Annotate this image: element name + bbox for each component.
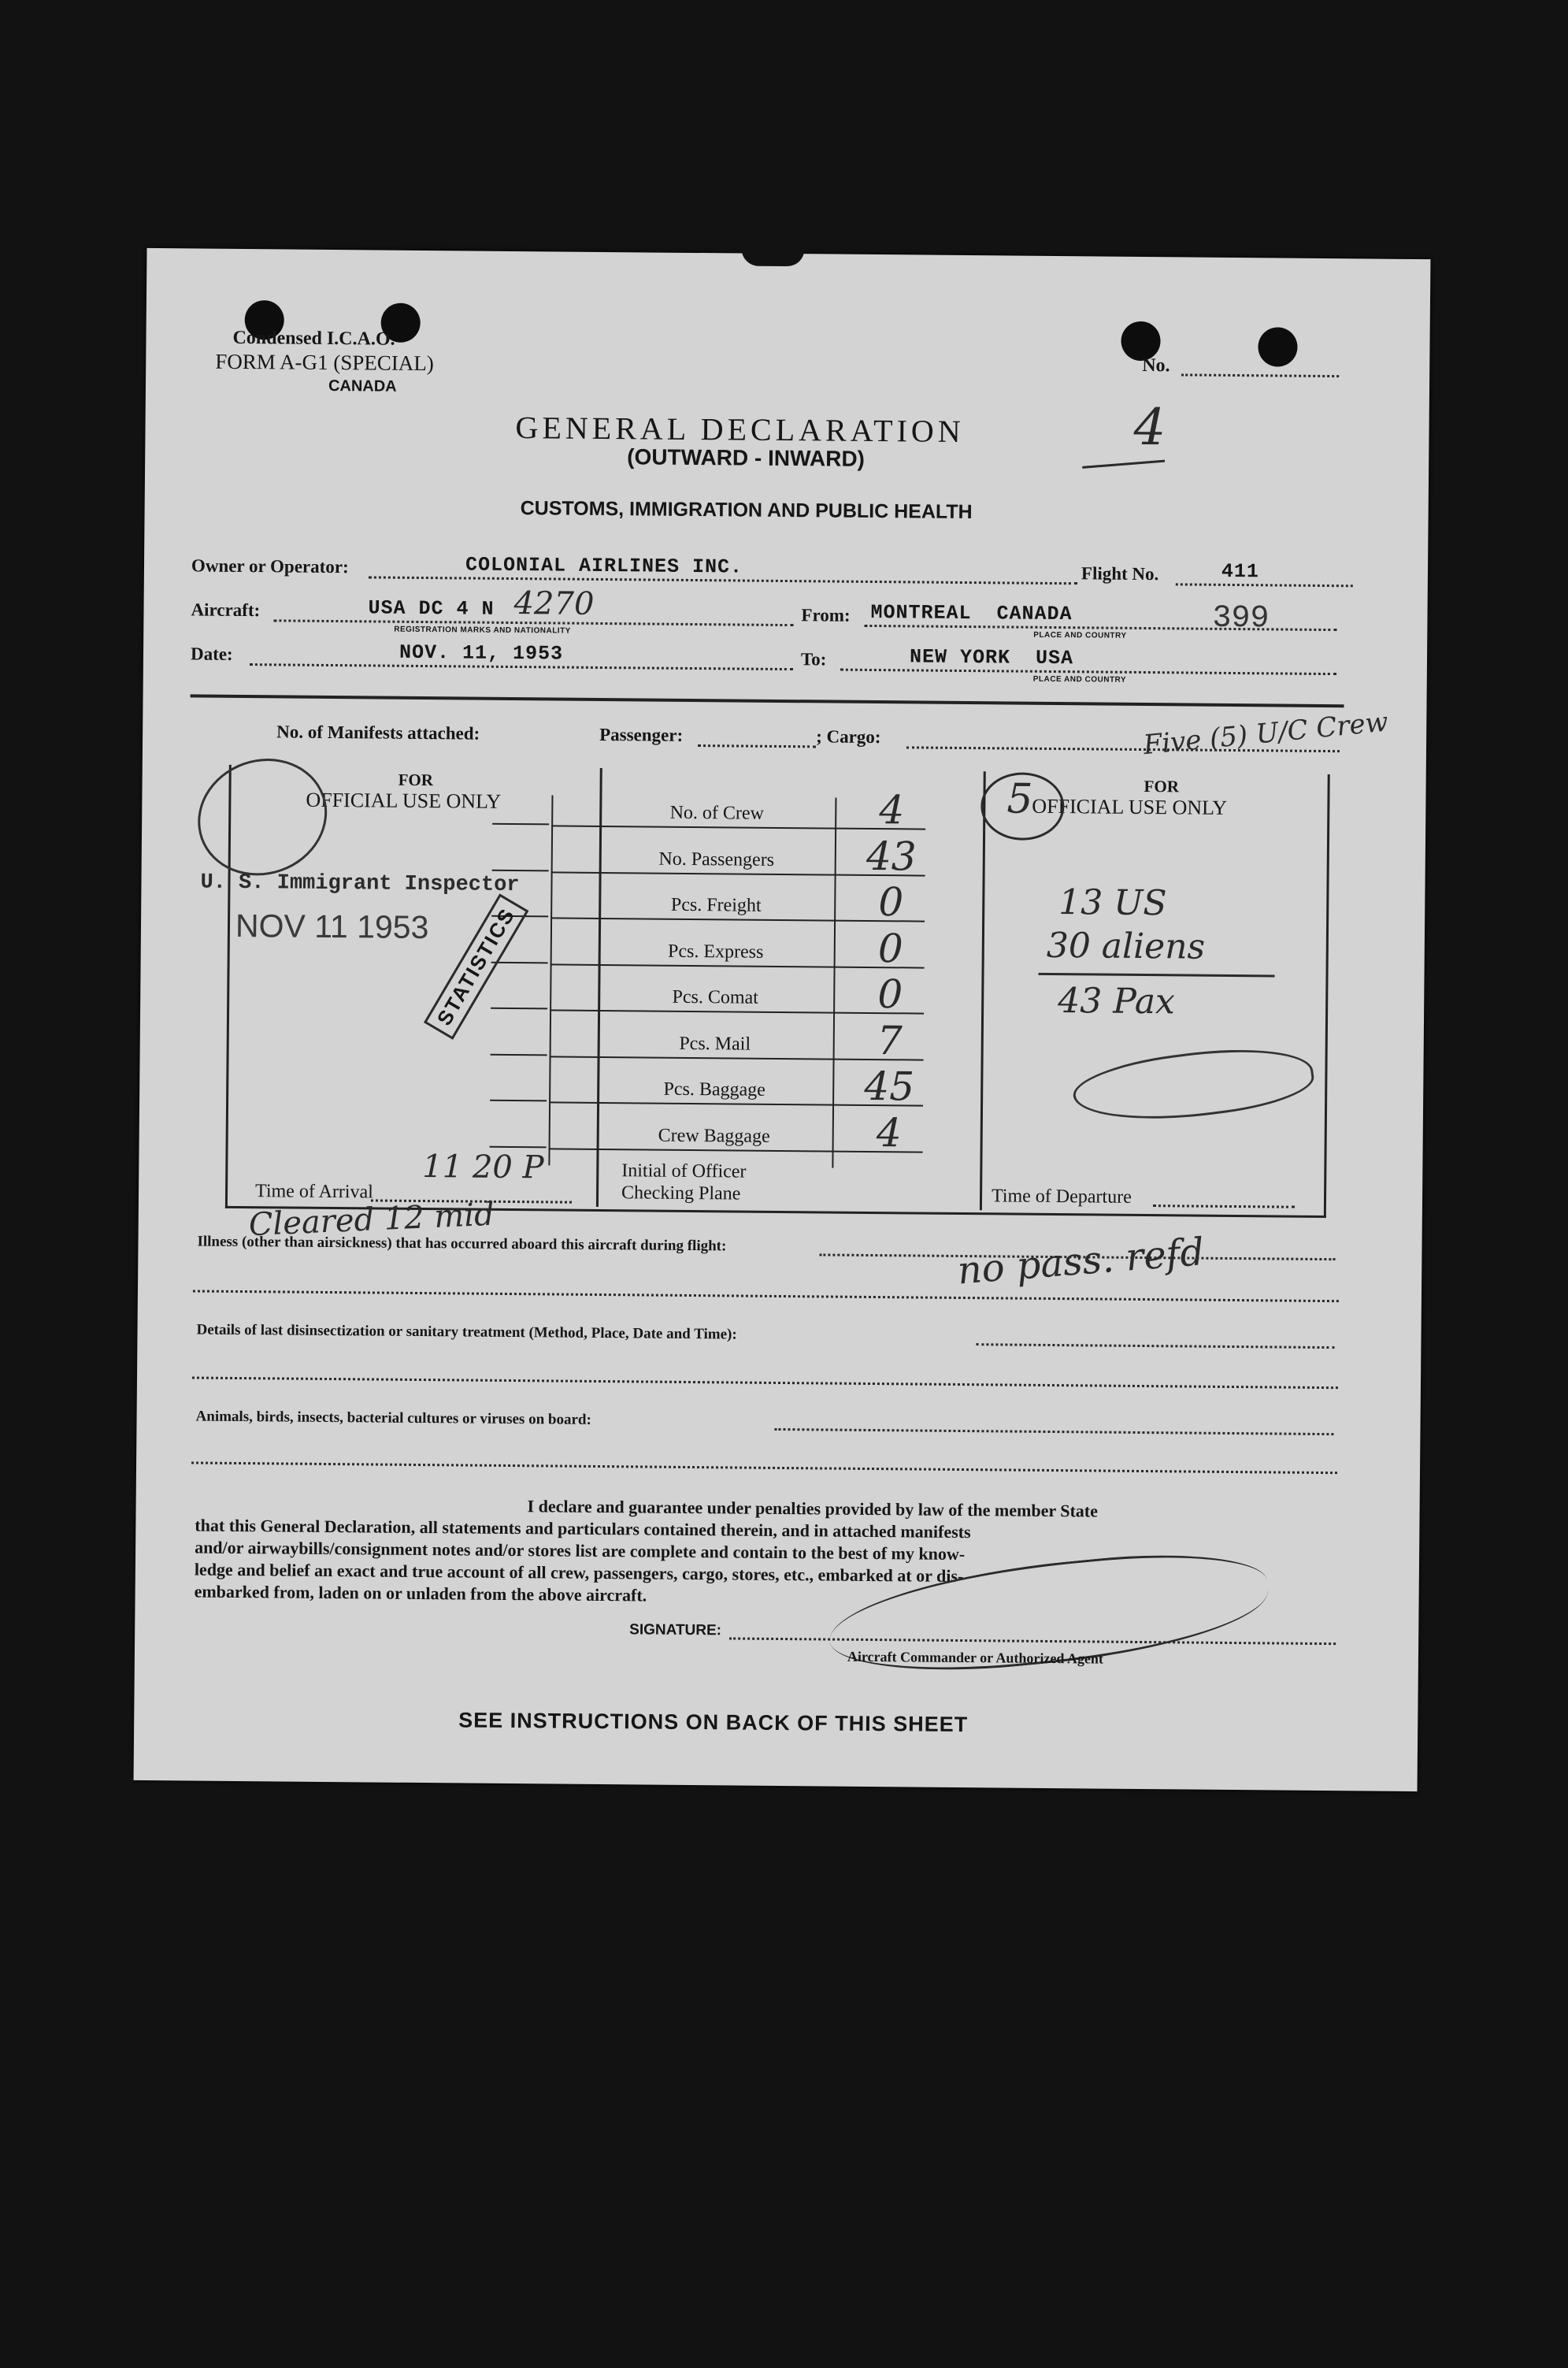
officer-label-line1: Initial of Officer [621, 1160, 747, 1182]
row-label: Pcs. Express [667, 941, 764, 963]
aircraft-value: USA DC 4 N [368, 596, 495, 621]
torn-edge [741, 249, 804, 267]
passenger-line [698, 744, 816, 748]
hand-note-pax: 43 Pax [1057, 981, 1176, 1023]
department-heading: CUSTOMS, IMMIGRATION AND PUBLIC HEALTH [520, 497, 973, 524]
time-arrival-label: Time of Arrival [254, 1181, 373, 1203]
from-caption: PLACE AND COUNTRY [1033, 630, 1127, 640]
form-number-line [1181, 373, 1339, 377]
to-value: NEW YORK USA [909, 645, 1074, 670]
flight-line [1176, 583, 1353, 587]
row-label: Pcs. Freight [670, 894, 762, 916]
handwritten-number: 4 [1133, 398, 1166, 458]
hand-note-cleared: Cleared 12 mid [247, 1196, 495, 1244]
aircraft-registration-hand: 4270 [513, 585, 595, 622]
left-official-label: OFFICIAL USE ONLY [306, 788, 502, 813]
right-official-label: OFFICIAL USE ONLY [1032, 794, 1228, 819]
manifests-label: No. of Manifests attached: [276, 722, 480, 744]
row-label: No. of Crew [669, 802, 765, 824]
aircraft-label: Aircraft: [191, 599, 261, 621]
time-departure-label: Time of Departure [991, 1186, 1132, 1208]
row-label: Pcs. Comat [672, 986, 759, 1008]
row-value: 45 [864, 1063, 915, 1110]
from-label: From: [801, 605, 851, 625]
illness-line-2 [193, 1290, 1339, 1302]
to-line [840, 669, 1336, 675]
page-title: GENERAL DECLARATION [515, 410, 965, 449]
row-value: 4 [876, 1109, 902, 1156]
count-rows [596, 772, 969, 1156]
flight-value: 411 [1221, 559, 1260, 584]
row-value: 0 [878, 879, 904, 926]
number-underline [1082, 460, 1165, 469]
row-value: 0 [877, 925, 903, 971]
header-separator [191, 694, 1344, 707]
page-subtitle: (OUTWARD - INWARD) [627, 444, 866, 471]
time-arrival-hand: 11 20 P [422, 1149, 544, 1186]
statement-line4: ledge and belief an exact and true account of all crew, passengers, cargo, stores, etc., embarked at or dis- [194, 1559, 964, 1587]
declaration-form [134, 248, 1431, 1791]
owner-value: COLONIAL AIRLINES INC. [465, 553, 743, 579]
circle-mark-number: 5 [1006, 775, 1033, 823]
cargo-label: ; Cargo: [816, 726, 881, 748]
row-value: 0 [877, 971, 903, 1018]
date-label: Date: [190, 644, 233, 664]
hand-note-no-pass: no pass. refd [955, 1230, 1207, 1293]
row-label: Pcs. Baggage [663, 1078, 765, 1100]
to-caption: PLACE AND COUNTRY [1032, 674, 1127, 685]
aircraft-caption: REGISTRATION MARKS AND NATIONALITY [394, 625, 571, 636]
officer-label-line2: Checking Plane [621, 1182, 741, 1204]
disinsect-line-2 [192, 1376, 1338, 1389]
hand-note-us: 13 US [1058, 882, 1167, 924]
footer-instruction: SEE INSTRUCTIONS ON BACK OF THIS SHEET [458, 1708, 969, 1737]
owner-label: Owner or Operator: [191, 555, 349, 577]
animals-line-2 [191, 1461, 1337, 1474]
statement-line2: that this General Declaration, all statements and particulars contained therein, and in attached manifests [195, 1515, 971, 1542]
hand-note-aliens: 30 aliens [1046, 925, 1206, 967]
form-country: CANADA [328, 377, 397, 395]
from-value: MONTREAL CANADA [870, 600, 1073, 626]
row-label: No. Passengers [658, 848, 775, 870]
animals-label: Animals, birds, insects, bacterial cultures or viruses on board: [195, 1408, 591, 1428]
statement-line3: and/or airwaybills/consignment notes and/or stores list are complete and contain to the best of my know- [195, 1537, 966, 1564]
illness-label: Illness (other than airsickness) that has occurred aboard this aircraft during flight: [197, 1233, 727, 1255]
right-official-for: FOR [1144, 776, 1180, 796]
row-label: Pcs. Mail [679, 1033, 751, 1055]
passenger-label: Passenger: [599, 724, 684, 745]
row-value: 7 [877, 1017, 903, 1063]
animals-line [774, 1428, 1333, 1435]
inspector-date-stamp: NOV 11 1953 [235, 907, 429, 946]
statistics-stamp: STATISTICS [424, 893, 528, 1039]
to-label: To: [800, 649, 827, 670]
statement-line1: I declare and guarantee under penalties provided by law of the member State [527, 1496, 1099, 1521]
row-value: 4 [879, 787, 905, 833]
form-code-line1: Condensed I.C.A.O. [232, 327, 395, 350]
statement-line5: embarked from, laden on or unladen from the above aircraft. [194, 1581, 647, 1605]
table-col-mid [980, 771, 986, 1210]
form-code-line2: FORM A-G1 (SPECIAL) [215, 349, 434, 376]
inspector-stamp: U. S. Immigrant Inspector [200, 870, 520, 898]
signature-caption: Aircraft Commander or Authorized Agent [847, 1648, 1103, 1667]
left-official-for: FOR [398, 770, 434, 790]
row-value: 43 [866, 833, 917, 879]
row-label: Crew Baggage [658, 1125, 770, 1147]
disinsect-label: Details of last disinsectization or sanitary treatment (Method, Place, Date and Time): [196, 1321, 737, 1343]
manifests-hand-note: Five (5) U/C Crew [1141, 706, 1390, 762]
form-number-label: No. [1142, 354, 1170, 377]
disinsect-line [976, 1343, 1334, 1349]
punch-hole [1258, 327, 1297, 366]
signature-label: SIGNATURE: [629, 1621, 722, 1639]
flight-label: Flight No. [1081, 563, 1159, 585]
date-value: NOV. 11, 1953 [398, 640, 564, 666]
stamped-number: 399 [1212, 600, 1270, 637]
